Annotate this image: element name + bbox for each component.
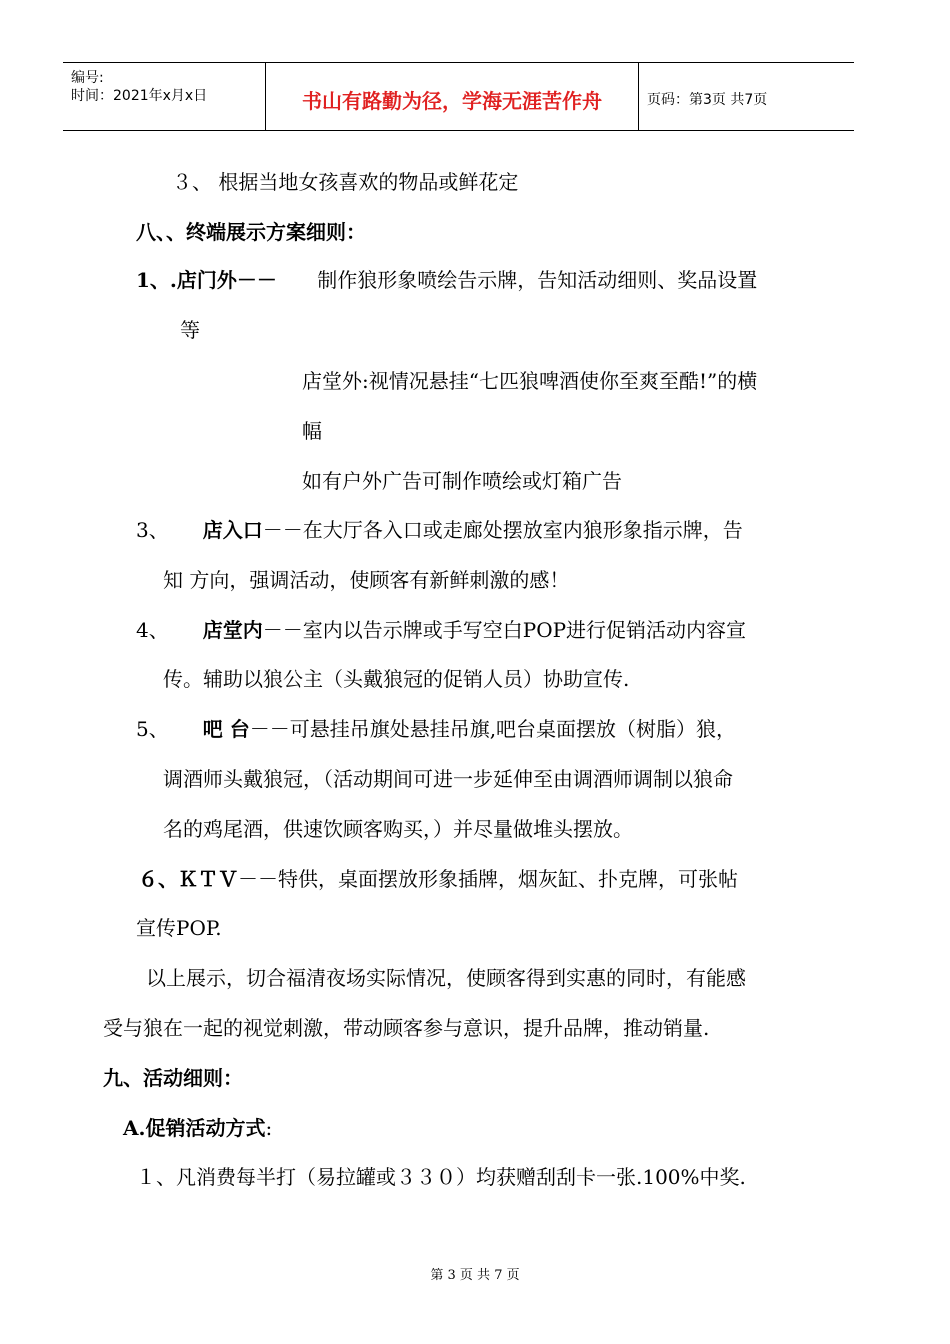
body-line: 等 — [180, 318, 200, 342]
body-line: 传。辅助以狼公主（头戴狼冠的促销人员）协助宣传. — [163, 667, 630, 691]
body-line: 知 方向，强调活动，使顾客有新鲜刺激的感！ — [163, 568, 570, 592]
item-text: : — [265, 1116, 273, 1140]
body-line: 店堂外:视情况悬挂“七匹狼啤酒使你至爽至酷!”的横 — [302, 369, 758, 393]
header-motto-cell — [266, 63, 639, 130]
item-text: －－在大厅各入口或走廊处摆放室内狼形象指示牌，告 — [262, 518, 743, 542]
body-line — [136, 618, 746, 642]
body-line — [136, 717, 736, 741]
item-text: －－室内以告示牌或手写空白POP进行促销活动内容宣 — [262, 618, 747, 642]
subsection-heading — [123, 1116, 272, 1140]
item-text: 制作狼形象喷绘告示牌，告知活动细则、奖品设置 — [317, 268, 758, 292]
page-footer: 第 3 页 共 7 页 — [430, 1268, 520, 1283]
item-lead: 1、.店门外－－ — [136, 268, 277, 292]
body-line: 幅 — [302, 419, 322, 443]
page-label: 页码：第3页 共7页 — [647, 92, 768, 108]
section-heading: 八、、终端展示方案细则： — [136, 220, 366, 244]
body-line: 名的鸡尾酒，供速饮顾客购买，）并尽量做堆头摆放。 — [163, 817, 633, 841]
item-bold: 店入口 — [202, 518, 263, 542]
body-line: １、凡消费每半打（易拉罐或３３０）均获赠刮刮卡一张.100%中奖. — [136, 1165, 746, 1189]
time-label: 时间：2021年x月x日 — [71, 88, 208, 104]
header-page-cell — [639, 63, 854, 130]
body-line: 以上展示，切合福清夜场实际情况，使顾客得到实惠的同时，有能感 — [146, 966, 746, 990]
item-bold: ６、ＫＴＶ — [138, 867, 238, 891]
body-line: 调酒师头戴狼冠，（活动期间可进一步延伸至由调酒师调制以狼命 — [163, 767, 733, 791]
item-number: 5、 — [136, 717, 169, 741]
body-line: 如有户外广告可制作喷绘或灯箱广告 — [302, 469, 622, 493]
item-number: 3、 — [136, 518, 169, 542]
body-line — [136, 518, 743, 542]
item-bold: 吧 台 — [202, 717, 250, 741]
section-heading: 九、活动细则： — [103, 1066, 243, 1090]
item-text: －－可悬挂吊旗处悬挂吊旗,吧台桌面摆放（树脂）狼， — [249, 717, 737, 741]
document-header — [63, 62, 854, 131]
body-line — [138, 867, 738, 891]
item-number: 4、 — [136, 618, 169, 642]
body-line: 宣传POP. — [136, 916, 222, 940]
motto-text: 书山有路勤为径，学海无涯苦作舟 — [302, 89, 602, 113]
item-bold: A.促销活动方式 — [123, 1116, 266, 1140]
header-meta-cell — [63, 63, 266, 130]
item-bold: 店堂内 — [202, 618, 263, 642]
body-line: ３、 根据当地女孩喜欢的物品或鲜花定 — [172, 170, 519, 194]
item-text: －－特供，桌面摆放形象插牌，烟灰缸、扑克牌，可张帖 — [238, 867, 738, 891]
number-label: 编号: — [71, 70, 104, 86]
body-line — [136, 268, 757, 292]
body-line: 受与狼在一起的视觉刺激，带动顾客参与意识，提升品牌，推动销量. — [103, 1016, 710, 1040]
